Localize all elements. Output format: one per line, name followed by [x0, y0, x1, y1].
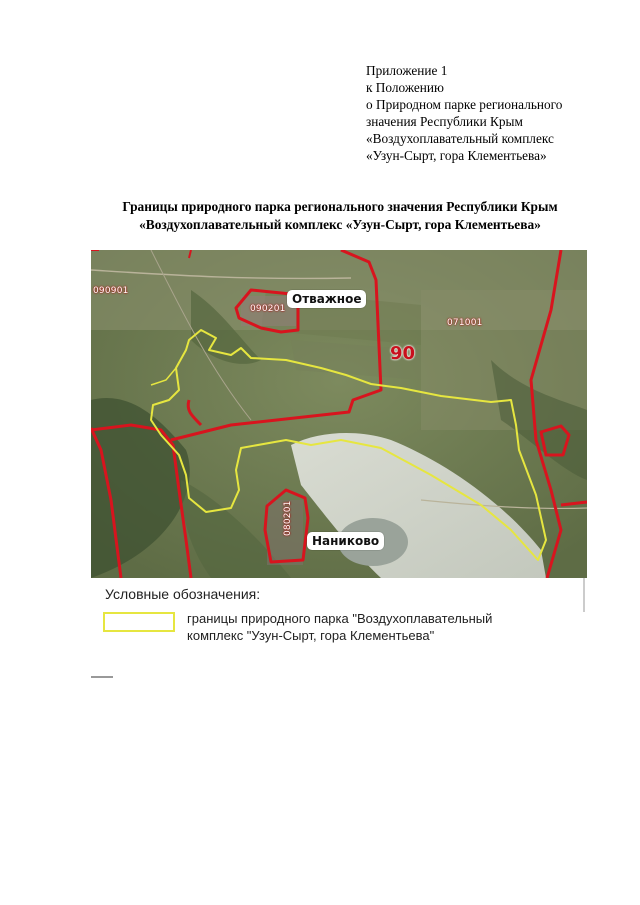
district-number: 90: [390, 343, 416, 364]
zone-code-071001: 071001: [447, 318, 483, 328]
zone-code-090201: 090201: [250, 304, 286, 314]
legend-text: [187, 610, 587, 644]
zone-code-090901: 090901: [93, 286, 129, 296]
legend-title: Условные обозначения:: [105, 586, 261, 602]
divider: [91, 676, 113, 678]
legend-text-line-1: границы природного парка "Воздухоплавательный: [187, 611, 493, 626]
place-label-otvazhnoe: Отважное: [287, 290, 366, 308]
appendix-line: «Узун-Сырт, гора Клементьева»: [366, 148, 547, 163]
appendix-line: о Природном парке регионального: [366, 97, 563, 112]
place-label-nanikovo: Наниково: [307, 532, 384, 550]
satellite-map: [91, 250, 587, 578]
title-line-1: Границы природного парка регионального значения Республики Крым: [122, 199, 558, 214]
appendix-block: [366, 62, 626, 164]
appendix-line: к Положению: [366, 80, 444, 95]
document-title: [60, 198, 620, 234]
legend-text-line-2: комплекс "Узун-Сырт, гора Клементьева": [187, 628, 435, 643]
appendix-line: «Воздухоплавательный комплекс: [366, 131, 554, 146]
zone-code-080201: 080201: [283, 500, 293, 536]
appendix-line: значения Республики Крым: [366, 114, 523, 129]
map-legend: [91, 580, 585, 660]
appendix-line: Приложение 1: [366, 63, 448, 78]
legend-swatch-park-boundary: [103, 612, 175, 632]
title-line-2: «Воздухоплавательный комплекс «Узун-Сырт, гора Клементьева»: [139, 217, 541, 232]
